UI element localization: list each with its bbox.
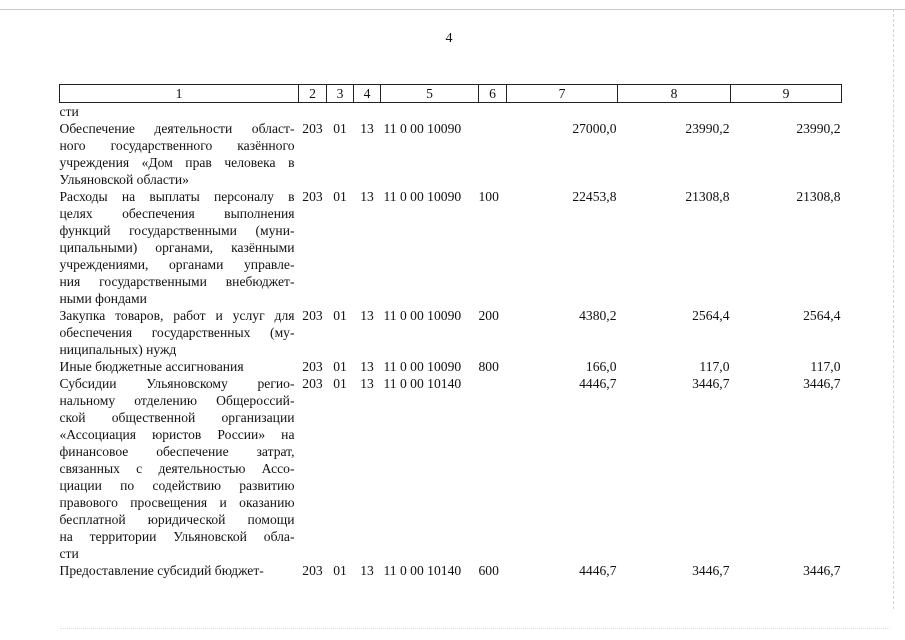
row-cell-c7: 27000,0: [572, 121, 617, 136]
row-cell-c9: [731, 103, 842, 121]
row-cell-c8: 23990,2: [685, 121, 730, 136]
row-cell-c5: 11 0 00 10090: [383, 308, 462, 323]
row-name-line: Предоставление субсидий бюджет-: [59, 563, 264, 578]
row-cell-c6: [479, 103, 507, 121]
row-cell-c4: 13: [360, 563, 374, 578]
row-name-line: Закупка товаров, работ и услуг для: [59, 308, 295, 323]
row-name-line: учреждениями, органами управле-: [59, 257, 295, 272]
row-name-line: Ульяновской области»: [59, 172, 189, 187]
row-name-line: ниципальных) нужд: [59, 342, 177, 357]
table-row: [60, 120, 842, 188]
row-cell-c2: 203: [302, 189, 323, 204]
row-name-line: ными фондами: [59, 291, 147, 306]
page-number: 4: [445, 31, 453, 46]
row-name-cell: [60, 375, 299, 562]
row-cell-c8: 2564,4: [692, 308, 730, 323]
scan-right-edge: [893, 9, 894, 609]
row-name-line: «Ассоциация юристов России» на: [59, 427, 295, 442]
row-cell-c4: 13: [360, 121, 374, 136]
row-cell-c2: 203: [302, 121, 323, 136]
row-cell-c6: [479, 375, 507, 562]
row-cell-c3: 01: [333, 189, 347, 204]
row-name-line: ципальными) органами, казёнными: [59, 240, 295, 255]
table-row: [60, 188, 842, 307]
row-cell-c4: 13: [360, 308, 374, 323]
header-col-3: 3: [327, 85, 354, 103]
row-cell-c3: 01: [333, 121, 347, 136]
row-name-line: ния государственными внебюджет-: [59, 274, 295, 289]
header-col-7: 7: [507, 85, 618, 103]
row-cell-c2: [299, 103, 327, 121]
row-cell-c9: 23990,2: [796, 121, 841, 136]
row-cell-c6: 600: [478, 563, 499, 578]
row-cell-c9: 21308,8: [796, 189, 841, 204]
row-cell-c8: 3446,7: [692, 376, 730, 391]
table-row: [60, 562, 842, 579]
table-body: [60, 103, 842, 580]
row-cell-c4: 13: [360, 359, 374, 374]
row-cell-c4: 13: [360, 376, 374, 391]
row-cell-c8: 117,0: [699, 359, 730, 374]
row-name-line: сти: [59, 104, 79, 119]
row-cell-c6: 100: [478, 189, 499, 204]
header-col-9: 9: [731, 85, 842, 103]
table-row: [60, 307, 842, 358]
row-cell-c7: 4380,2: [579, 308, 617, 323]
row-name-cell: [60, 120, 299, 188]
row-cell-c8: 21308,8: [685, 189, 730, 204]
row-cell-c2: 203: [302, 563, 323, 578]
table-header-row: [60, 85, 842, 103]
row-name-cell: [60, 103, 299, 121]
row-name-line: связанных с деятельностью Ассо-: [59, 461, 295, 476]
row-cell-c5: 11 0 00 10140: [383, 376, 462, 391]
row-name-line: Субсидии Ульяновскому регио-: [59, 376, 295, 391]
header-col-8: 8: [618, 85, 731, 103]
row-cell-c3: 01: [333, 563, 347, 578]
table-row: [60, 103, 842, 121]
row-name-line: правового просвещения и оказанию: [59, 495, 295, 510]
header-col-4: 4: [354, 85, 381, 103]
header-col-2: 2: [299, 85, 327, 103]
row-cell-c5: [381, 103, 479, 121]
row-name-line: целях обеспечения выполнения: [59, 206, 295, 221]
row-name-line: ской общественной организации: [59, 410, 295, 425]
row-cell-c3: 01: [333, 308, 347, 323]
row-name-line: Обеспечение деятельности област-: [59, 121, 295, 136]
row-cell-c5: 11 0 00 10090: [383, 189, 462, 204]
row-cell-c6: [479, 120, 507, 188]
row-cell-c6: 800: [478, 359, 499, 374]
row-cell-c6: 200: [478, 308, 499, 323]
row-cell-c7: [507, 103, 618, 121]
row-cell-c9: 2564,4: [803, 308, 841, 323]
row-cell-c2: 203: [302, 376, 323, 391]
row-cell-c4: [354, 103, 381, 121]
row-cell-c4: 13: [360, 189, 374, 204]
scan-top-edge: [0, 9, 905, 10]
row-cell-c5: 11 0 00 10090: [383, 121, 462, 136]
row-cell-c9: 3446,7: [803, 376, 841, 391]
row-cell-c2: 203: [302, 359, 323, 374]
row-cell-c3: 01: [333, 359, 347, 374]
row-name-line: циации по содействию развитию: [59, 478, 295, 493]
row-name-line: бесплатной юридической помощи: [59, 512, 295, 527]
row-name-cell: [60, 562, 299, 579]
row-name-line: финансовое обеспечение затрат,: [59, 444, 295, 459]
row-cell-c9: 3446,7: [803, 563, 841, 578]
budget-table: [59, 84, 842, 579]
table-row: [60, 375, 842, 562]
row-cell-c9: 117,0: [810, 359, 841, 374]
header-col-6: 6: [479, 85, 507, 103]
scan-bottom-noise: [60, 628, 890, 633]
row-cell-c8: 3446,7: [692, 563, 730, 578]
row-cell-c2: 203: [302, 308, 323, 323]
row-name-cell: [60, 358, 299, 375]
table-row: [60, 358, 842, 375]
header-col-5: 5: [381, 85, 479, 103]
row-name-line: обеспечения государственных (му-: [59, 325, 295, 340]
row-name-cell: [60, 188, 299, 307]
row-cell-c3: [327, 103, 354, 121]
row-name-line: сти: [59, 546, 79, 561]
row-name-line: учреждения «Дом прав человека в: [59, 155, 295, 170]
row-name-cell: [60, 307, 299, 358]
row-cell-c5: 11 0 00 10140: [383, 563, 462, 578]
row-name-line: Расходы на выплаты персоналу в: [59, 189, 295, 204]
row-name-line: Иные бюджетные ассигнования: [59, 359, 244, 374]
row-name-line: на территории Ульяновской обла-: [59, 529, 295, 544]
row-cell-c7: 166,0: [585, 359, 617, 374]
row-cell-c3: 01: [333, 376, 347, 391]
row-cell-c5: 11 0 00 10090: [383, 359, 462, 374]
row-name-line: ного государственного казённого: [59, 138, 295, 153]
row-name-line: функций государственными (муни-: [59, 223, 295, 238]
row-cell-c7: 4446,7: [579, 376, 617, 391]
row-cell-c7: 22453,8: [572, 189, 617, 204]
header-col-1: 1: [60, 85, 299, 103]
row-cell-c8: [618, 103, 731, 121]
row-cell-c7: 4446,7: [579, 563, 617, 578]
row-name-line: нальному отделению Общероссий-: [59, 393, 295, 408]
